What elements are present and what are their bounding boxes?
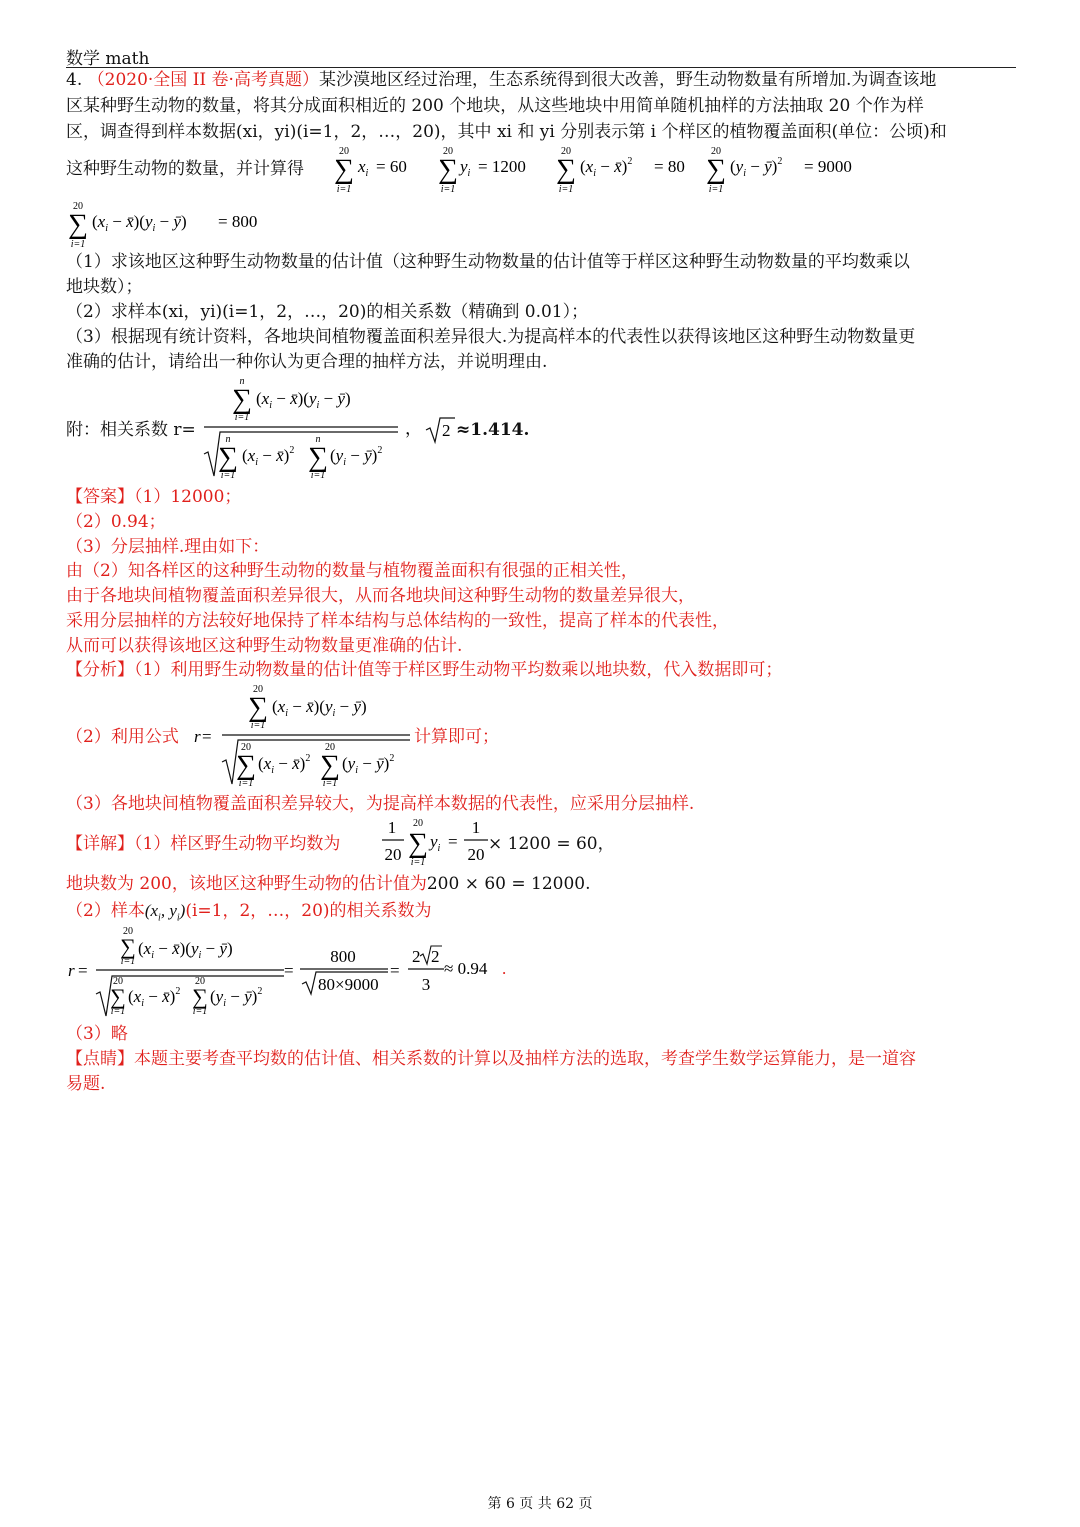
question-2: （2）求样本(xi，yi)(i=1，2，…，20)的相关系数（精确到 0.01）； bbox=[66, 302, 589, 322]
analysis-1: （1）利用野生动物数量的估计值等于样区野生动物平均数乘以地块数，代入数据即可； bbox=[134, 660, 783, 680]
svg-text:i=1: i=1 bbox=[322, 778, 338, 789]
detail-1-prefix: （1）样区野生动物平均数为 bbox=[134, 834, 341, 854]
sum-yy-value: = 9000 bbox=[804, 157, 852, 176]
svg-text:n: n bbox=[225, 434, 231, 445]
problem-line-2: 区某种野生动物的数量，将其分成面积相近的 200 个地块，从这些地块中用简单随机抽样的方法抽取 20 个作为样 bbox=[66, 96, 924, 116]
svg-text:20: 20 bbox=[123, 926, 133, 937]
svg-text:yi: $y_i$ bbox=[430, 832, 441, 854]
appendix-label: 附：相关系数 r= bbox=[66, 420, 196, 440]
comment-tag: 【点睛】 bbox=[66, 1049, 134, 1069]
problem-line-3: 区，调查得到样本数据(xi，yi)(i=1，2，…，20)，其中 xi 和 yi 分别表示第 i 个样区的植物覆盖面积(单位：公顷)和 bbox=[66, 122, 947, 142]
detail-line-2 bbox=[66, 872, 591, 897]
svg-text:i=1: i=1 bbox=[250, 720, 266, 731]
svg-text:=: = bbox=[202, 727, 212, 746]
svg-text:20: 20 bbox=[195, 976, 205, 987]
sums-formula bbox=[330, 142, 890, 194]
answer-2: （2）0.94； bbox=[66, 512, 166, 532]
svg-text:(xi − x̄)2: ($x_i$ − x̄)$^2$ bbox=[580, 156, 633, 179]
svg-text:=: = bbox=[448, 832, 458, 851]
comment-line-1 bbox=[66, 1047, 916, 1072]
fraction-denominator: 80×9000 bbox=[318, 975, 379, 994]
svg-text:∑: ∑ bbox=[556, 154, 576, 185]
reason-3: 采用分层抽样的方法较好地保持了样本结构与总体结构的一致性，提高了样本的代表性， bbox=[66, 611, 729, 631]
analysis-2-suffix: 计算即可； bbox=[414, 727, 499, 747]
svg-text:∑: ∑ bbox=[320, 750, 340, 781]
svg-text:∑: ∑ bbox=[408, 828, 428, 859]
svg-text:1: 1 bbox=[471, 818, 481, 837]
svg-text:(xi − x̄)(yi − ȳ): ($x_i$ − $x̄)(y_i$ − ȳ) bbox=[272, 697, 367, 719]
svg-text:=: = bbox=[390, 961, 400, 980]
comment-line-2: 易题. bbox=[66, 1074, 106, 1094]
svg-text:(yi − ȳ)2: ($y_i$ − ȳ)$^2$ bbox=[330, 445, 383, 468]
answer-tag: 【答案】 bbox=[66, 487, 134, 507]
page-footer: 第 6 页 共 62 页 bbox=[487, 1496, 593, 1512]
svg-text:∑: ∑ bbox=[438, 154, 458, 185]
svg-text:i=1: i=1 bbox=[310, 470, 326, 481]
svg-text:20: 20 bbox=[467, 845, 485, 864]
detail-3-suffix: (i=1，2，…，20)的相关系数为 bbox=[185, 901, 432, 921]
sum-xy-value: = 800 bbox=[218, 212, 258, 231]
svg-text:.: . bbox=[502, 959, 507, 978]
question-1-line-2: 地块数）； bbox=[66, 277, 143, 297]
detail-formula bbox=[66, 922, 516, 1022]
svg-text:i=1: i=1 bbox=[558, 184, 574, 194]
svg-text:(yi − ȳ)2: ($y_i$ − ȳ)$^2$ bbox=[210, 986, 263, 1009]
svg-text:i=1: i=1 bbox=[234, 412, 250, 423]
problem-stem-1: 某沙漠地区经过治理，生态系统得到很大改善，野生动物数量有所增加.为调查该地 bbox=[318, 70, 937, 90]
svg-text:20: 20 bbox=[253, 684, 263, 695]
svg-text:20: 20 bbox=[413, 818, 423, 829]
svg-text:∑: ∑ bbox=[192, 984, 208, 1009]
svg-text:2: 2 bbox=[442, 421, 451, 440]
svg-text:，: ， bbox=[405, 419, 422, 438]
svg-text:20: 20 bbox=[384, 845, 402, 864]
question-3-line-1: （3）根据现有统计资料，各地块间植物覆盖面积差异很大.为提高样本的代表性以获得该地区这种野生动物数量更 bbox=[66, 327, 916, 347]
svg-text:=: = bbox=[78, 961, 88, 980]
svg-text:∑: ∑ bbox=[248, 692, 268, 723]
sqrt2-approx: ≈1.414. bbox=[456, 420, 530, 440]
svg-text:n: n bbox=[315, 434, 321, 445]
detail-2-prefix: 地块数为 200，该地区这种野生动物的估计值为 bbox=[66, 874, 427, 894]
analysis-line-1 bbox=[66, 658, 782, 683]
svg-text:1: 1 bbox=[387, 818, 397, 837]
problem-source: （2020·全国 II 卷·高考真题） bbox=[87, 70, 319, 90]
svg-text:i=1: i=1 bbox=[708, 184, 724, 194]
answer-line-1 bbox=[66, 485, 241, 510]
svg-text:20: 20 bbox=[443, 146, 453, 157]
svg-text:(yi − ȳ)2: ($y_i$ − ȳ)$^2$ bbox=[730, 156, 783, 179]
svg-text:i=1: i=1 bbox=[410, 857, 426, 868]
svg-text:i=1: i=1 bbox=[336, 184, 352, 194]
detail-3-prefix: （2）样本 bbox=[66, 901, 145, 921]
problem-line-1 bbox=[66, 68, 936, 93]
svg-text:xi: $x_i$ bbox=[358, 157, 369, 179]
svg-text:r: r bbox=[68, 961, 75, 980]
approx-result: ≈ 0.94 bbox=[444, 959, 488, 978]
problem-number: 4. bbox=[66, 70, 83, 90]
svg-text:i=1: i=1 bbox=[440, 184, 456, 194]
svg-text:∑: ∑ bbox=[120, 934, 136, 959]
svg-text:n: n bbox=[239, 376, 245, 387]
svg-text:i=1: i=1 bbox=[220, 470, 236, 481]
svg-text:(xi − x̄)2: ($x_i$ − x̄)$^2$ bbox=[258, 753, 311, 776]
svg-text:∑: ∑ bbox=[334, 154, 354, 185]
svg-text:20: 20 bbox=[711, 146, 721, 157]
svg-text:20: 20 bbox=[325, 742, 335, 753]
detail-2-result: 200 × 60 = 12000. bbox=[426, 874, 591, 894]
svg-text:r: r bbox=[194, 727, 201, 746]
analysis-2-prefix: （2）利用公式 bbox=[66, 727, 179, 747]
svg-text:(xi − x̄)2: ($x_i$ − x̄)$^2$ bbox=[128, 986, 181, 1009]
svg-text:20: 20 bbox=[339, 146, 349, 157]
svg-text:∑: ∑ bbox=[68, 209, 88, 240]
sum-x-value: = 60 bbox=[376, 157, 407, 176]
page-header: 数学 math bbox=[66, 49, 150, 69]
svg-text:i=1: i=1 bbox=[192, 1006, 208, 1017]
svg-text:∑: ∑ bbox=[218, 442, 238, 473]
mean-formula bbox=[380, 815, 500, 871]
svg-text:(xi − x̄)(yi − ȳ): ($x_i$ − $x̄)(y_i$ − ȳ) bbox=[138, 939, 233, 961]
analysis-3: （3）各地块间植物覆盖面积差异较大，为提高样本数据的代表性，应采用分层抽样. bbox=[66, 794, 695, 814]
svg-text:(xi − x̄)2: ($x_i$ − x̄)$^2$ bbox=[242, 445, 295, 468]
svg-text:∑: ∑ bbox=[110, 984, 126, 1009]
problem-line-4: 这种野生动物的数量，并计算得 bbox=[66, 159, 304, 179]
svg-text:i=1: i=1 bbox=[110, 1006, 126, 1017]
svg-text:20: 20 bbox=[241, 742, 251, 753]
detail-1-result: × 1200 = 60， bbox=[488, 834, 615, 854]
sum-xx-value: = 80 bbox=[654, 157, 685, 176]
svg-text:∑: ∑ bbox=[232, 384, 252, 415]
answer-3: （3）分层抽样.理由如下： bbox=[66, 537, 270, 557]
svg-text:∑: ∑ bbox=[308, 442, 328, 473]
sum-xy-formula bbox=[66, 197, 306, 249]
fraction-numerator: 800 bbox=[330, 947, 356, 966]
detail-line-1 bbox=[66, 832, 340, 857]
comment-text-1: 本题主要考查平均数的估计值、相关系数的计算以及抽样方法的选取，考查学生数学运算能力，是一道容 bbox=[134, 1049, 916, 1069]
svg-text:yi: $y_i$ bbox=[460, 157, 471, 179]
question-3-line-2: 准确的估计，请给出一种你认为更合理的抽样方法，并说明理由. bbox=[66, 352, 548, 372]
detail-4: （3）略 bbox=[66, 1024, 128, 1044]
reason-2: 由于各地块间植物覆盖面积差异很大，从而各地块间这种野生动物的数量差异很大， bbox=[66, 586, 695, 606]
reason-4: 从而可以获得该地区这种野生动物数量更准确的估计. bbox=[66, 636, 463, 656]
svg-text:20: 20 bbox=[561, 146, 571, 157]
reason-1: 由（2）知各样区的这种野生动物的数量与植物覆盖面积有很强的正相关性， bbox=[66, 561, 638, 581]
detail-tag: 【详解】 bbox=[66, 834, 134, 854]
analysis-tag: 【分析】 bbox=[66, 660, 134, 680]
answer-1: （1）12000； bbox=[134, 487, 242, 507]
svg-text:=: = bbox=[284, 961, 294, 980]
svg-text:i=1: i=1 bbox=[120, 956, 136, 967]
question-1-line-1: （1）求该地区这种野生动物数量的估计值（这种野生动物数量的估计值等于样区这种野生动物数量的平均数乘以 bbox=[66, 252, 910, 272]
sample-notation: ($x_i$, $y_i$) bbox=[144, 901, 186, 924]
svg-text:(yi − ȳ)2: ($y_i$ − ȳ)$^2$ bbox=[342, 753, 395, 776]
svg-text:∑: ∑ bbox=[236, 750, 256, 781]
analysis-formula bbox=[190, 680, 418, 792]
svg-text:2: 2 bbox=[431, 947, 440, 966]
svg-text:(xi − x̄)(yi − ȳ): ($x_i$ − $x̄)(y_i$ − ȳ) bbox=[92, 212, 187, 234]
svg-text:∑: ∑ bbox=[706, 154, 726, 185]
svg-text:i=1: i=1 bbox=[70, 239, 86, 249]
svg-text:20: 20 bbox=[73, 201, 83, 212]
svg-text:i=1: i=1 bbox=[238, 778, 254, 789]
svg-text:3: 3 bbox=[421, 975, 431, 994]
sum-y-value: = 1200 bbox=[478, 157, 526, 176]
svg-text:20: 20 bbox=[113, 976, 123, 987]
svg-text:2: 2 bbox=[412, 947, 421, 966]
svg-text:(xi − x̄)(yi − ȳ): ($x_i$ − $x̄)(y_i$ − ȳ) bbox=[256, 389, 351, 411]
